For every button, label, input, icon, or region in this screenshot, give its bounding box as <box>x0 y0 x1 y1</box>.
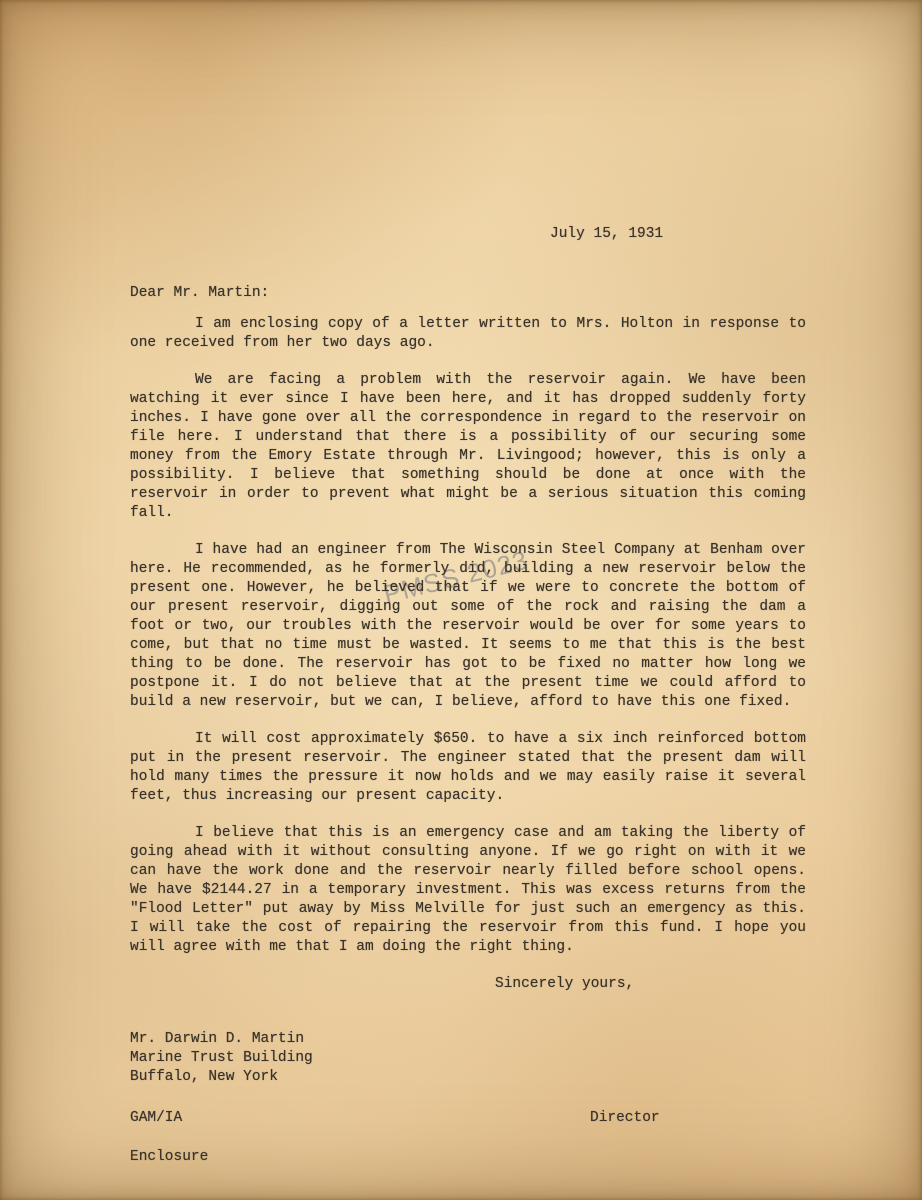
enclosure-note: Enclosure <box>130 1149 209 1165</box>
letter-date: July 15, 1931 <box>550 226 664 242</box>
watermark-text: PMSS 2023 <box>380 544 532 610</box>
paragraph-reservoir-problem: We are facing a problem with the reservoir again. We have been watching it ever since I have been here, and it has dropped suddenly forty inches. I have gone over all the correspondence in regard to the reservoir on file here. I understand that there is a possibility of our securing some money from the Emory Estate through Mr. Livingood; however, this is only a possibility. I believe that something should be done at once with the reservoir in order to prevent what might be a serious situation this coming fall. <box>130 372 806 521</box>
paragraph-emergency-funding: I believe that this is an emergency case and am taking the liberty of going ahead with it without consulting anyone. If we go right on with it we can have the work done and the reservoir nearly filled before school opens. We have $2144.27 in a temporary investment. This was excess returns from the "Flood Letter" put away by Miss Melville for just such an emergency as this. I will take the cost of repairing the reservoir from this fund. I hope you will agree with me that I am doing the right thing. <box>130 825 806 955</box>
salutation: Dear Mr. Martin: <box>130 285 270 301</box>
recipient-name: Mr. Darwin D. Martin <box>130 1031 305 1047</box>
reference-initials: GAM/IA <box>130 1110 183 1126</box>
paragraph-enclosing-copy: I am enclosing copy of a letter written to Mrs. Holton in response to one received from her two days ago. <box>130 316 806 351</box>
reference-row <box>130 1109 806 1128</box>
signer-title: Director <box>590 1110 660 1126</box>
recipient-city: Buffalo, New York <box>130 1069 278 1085</box>
recipient-building: Marine Trust Building <box>130 1050 313 1066</box>
paragraph-engineer-recommendation: I have had an engineer from The Wisconsin Steel Company at Benham over here. He recommended, as he formerly did, building a new reservoir below the present one. However, he believed that if we were to concrete the bottom of our present reservoir, digging out some of the rock and raising the dam a foot or two, our troubles with the reservoir would be over for some years to come, but that no time must be wasted. It seems to me that this is the best thing to be done. The reservoir has got to be fixed no matter how long we postpone it. I do not believe that at the present time we could afford to build a new reservoir, but we can, I believe, afford to have this one fixed. <box>130 542 806 710</box>
recipient-address-block <box>130 1030 806 1087</box>
closing-line: Sincerely yours, <box>495 976 635 992</box>
paragraph-cost-estimate: It will cost approximately $650. to have a six inch reinforced bottom put in the present reservoir. The engineer stated that the present dam will hold many times the pressure it now holds and we may easily raise it several feet, thus increasing our present capacity. <box>130 731 806 804</box>
